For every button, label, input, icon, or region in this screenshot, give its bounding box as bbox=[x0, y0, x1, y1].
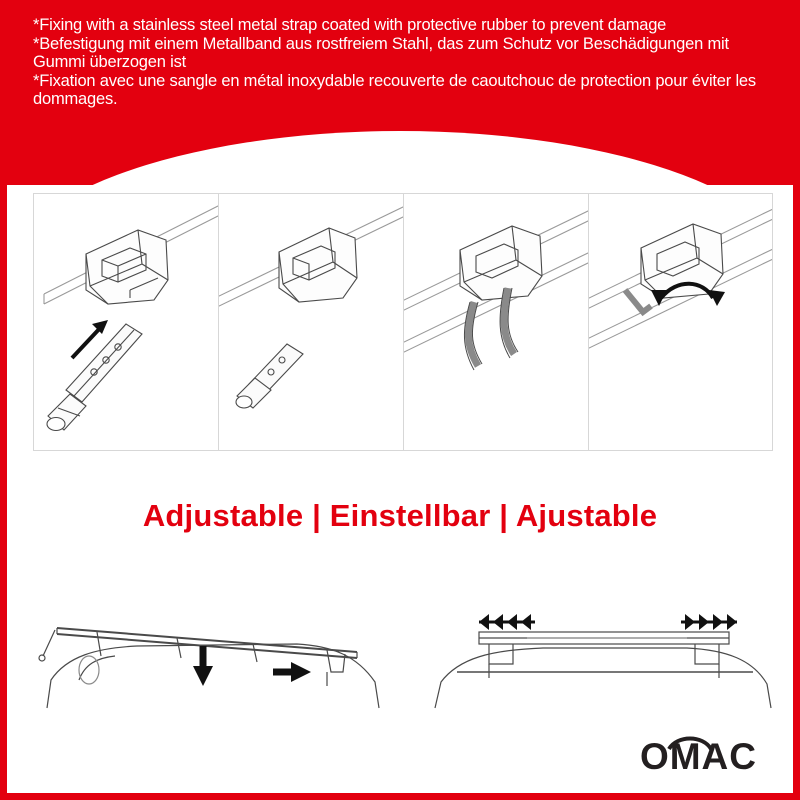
logo-arc-decoration bbox=[667, 735, 713, 751]
banner-text-block bbox=[33, 16, 773, 109]
roof-rack-front-view bbox=[435, 632, 771, 708]
figure-step-3 bbox=[404, 194, 588, 450]
banner-curve-decoration bbox=[0, 131, 800, 185]
section-title: Adjustable | Einstellbar | Ajustable bbox=[142, 498, 658, 533]
right-arrows-icon bbox=[681, 614, 737, 630]
banner-line-fr: *Fixation avec une sangle en métal inoxydable recouverte de caoutchouc de protection pour éviter les dommages. bbox=[33, 71, 756, 108]
figure-step-4 bbox=[589, 194, 772, 450]
banner-line-en: *Fixing with a stainless steel metal strap coated with protective rubber to prevent damage bbox=[33, 16, 667, 34]
header-banner bbox=[0, 0, 800, 185]
step-4-illustration bbox=[589, 194, 772, 450]
right-arrow-icon bbox=[273, 662, 311, 682]
left-arrows-icon bbox=[479, 614, 535, 630]
logo-text: OMAC bbox=[639, 736, 757, 777]
figure-step-2 bbox=[219, 194, 403, 450]
step-1-illustration bbox=[34, 194, 218, 450]
figure-step-1 bbox=[34, 194, 218, 450]
step-3-illustration bbox=[404, 194, 588, 450]
instruction-figure-panel bbox=[33, 193, 773, 451]
step-2-illustration bbox=[219, 194, 403, 450]
down-arrow-icon bbox=[193, 646, 213, 686]
omac-logo bbox=[640, 738, 757, 775]
banner-line-de: *Befestigung mit einem Metallband aus rostfreiem Stahl, das zum Schutz vor Beschädigungen mit Gummi überzogen ist bbox=[33, 34, 729, 71]
bottom-diagrams bbox=[27, 560, 787, 720]
bottom-figure-area bbox=[27, 560, 787, 720]
